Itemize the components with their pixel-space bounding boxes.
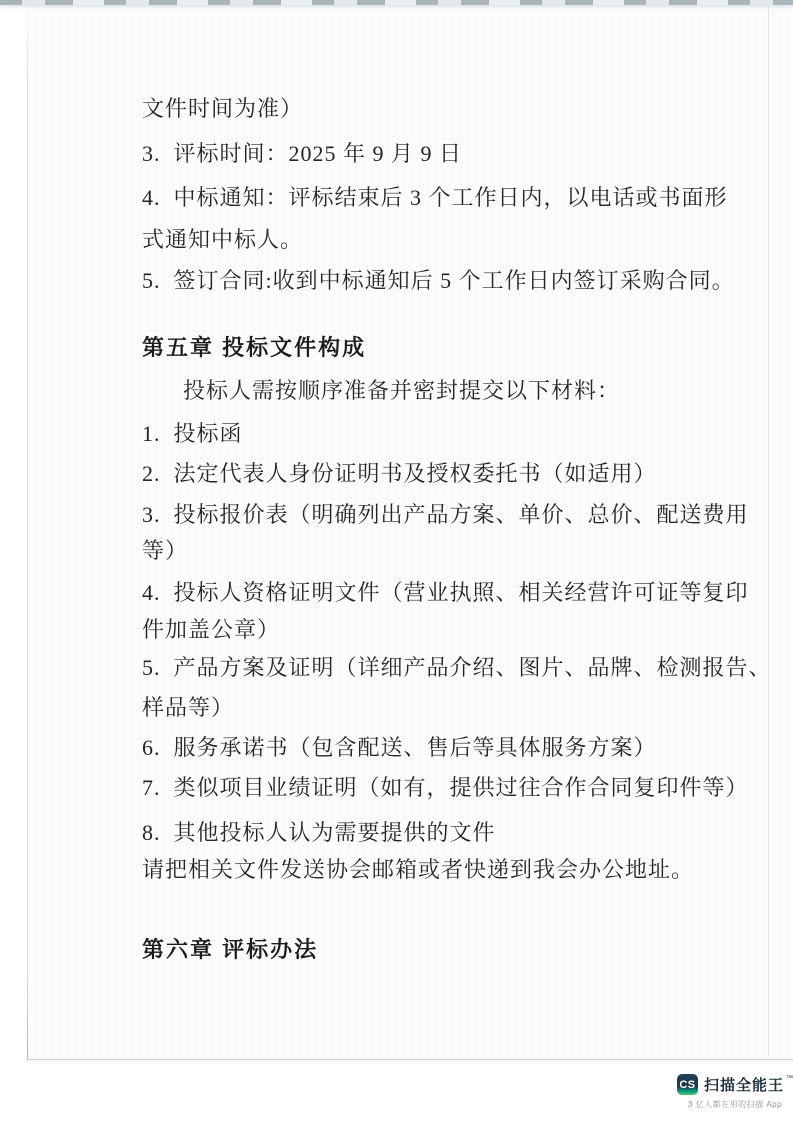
scan-top-edge-artifact [0, 0, 793, 5]
scan-left-edge-artifact [27, 6, 28, 1059]
scan-right-edge-artifact [768, 6, 769, 1056]
line-item-4-continuation: 式通知中标人。 [142, 227, 304, 252]
bid-doc-item-8: 8. 其他投标人认为需要提供的文件 [142, 820, 496, 845]
camscanner-watermark [679, 1074, 793, 1110]
bid-doc-item-5: 5. 产品方案及证明（详细产品介绍、图片、品牌、检测报告、 [142, 655, 772, 680]
bid-doc-item-3-continuation: 等） [142, 538, 189, 563]
chapter-6-heading: 第六章 评标办法 [142, 937, 319, 962]
bid-doc-item-1: 1. 投标函 [142, 421, 243, 446]
camscanner-tagline: 3 亿人都在用的扫描 App [687, 1100, 783, 1109]
chapter-5-intro: 投标人需按顺序准备并密封提交以下材料： [183, 378, 621, 403]
bid-doc-item-5-continuation: 样品等） [142, 695, 235, 720]
bid-doc-item-7: 7. 类似项目业绩证明（如有，提供过往合作合同复印件等） [142, 775, 749, 800]
trademark-symbol: ™ [786, 1075, 793, 1082]
bid-doc-item-3: 3. 投标报价表（明确列出产品方案、单价、总价、配送费用 [142, 502, 749, 527]
line-send-instruction: 请把相关文件发送协会邮箱或者快递到我会办公地址。 [142, 857, 695, 882]
bid-doc-item-6: 6. 服务承诺书（包含配送、售后等具体服务方案） [142, 735, 657, 760]
camscanner-cs-logo-icon [677, 1074, 698, 1095]
chapter-5-heading: 第五章 投标文件构成 [142, 335, 367, 360]
camscanner-app-name: 扫描全能王 [704, 1077, 785, 1094]
line-file-time-note: 文件时间为准） [142, 96, 304, 121]
cs-logo-letters: CS [679, 1078, 696, 1091]
line-item-3-eval-time: 3. 评标时间：2025 年 9 月 9 日 [142, 141, 463, 166]
bid-doc-item-4-continuation: 件加盖公章） [142, 617, 281, 642]
bid-doc-item-2: 2. 法定代表人身份证明书及授权委托书（如适用） [142, 461, 657, 486]
scan-bottom-edge-artifact [26, 1059, 793, 1060]
bid-doc-item-4: 4. 投标人资格证明文件（营业执照、相关经营许可证等复印 [142, 580, 749, 605]
camscanner-logo-row [677, 1074, 793, 1095]
line-item-4-award-notice: 4. 中标通知：评标结束后 3 个工作日内，以电话或书面形 [142, 185, 728, 210]
line-item-5-sign-contract: 5. 签订合同:收到中标通知后 5 个工作日内签订采购合同。 [142, 268, 735, 293]
